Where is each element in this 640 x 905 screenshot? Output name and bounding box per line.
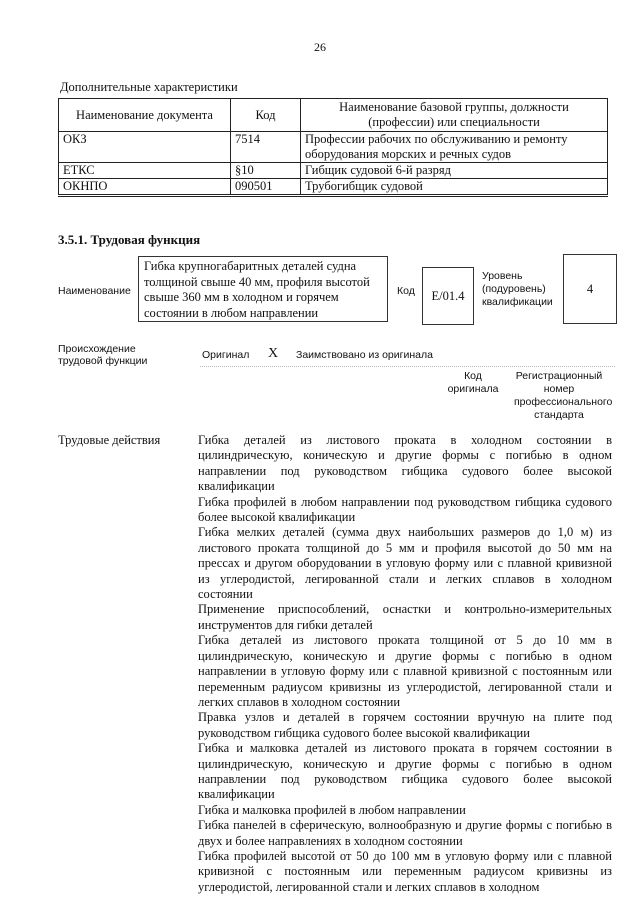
origin-label: Происхождение трудовой функции <box>58 343 148 367</box>
labor-function-name: Гибка крупногабаритных деталей судна толщиной свыше 40 мм, профиля высотой свыше 360 мм в холодном и горячем состоянии в любом направлении <box>138 256 388 322</box>
table-row <box>59 132 608 163</box>
list-item: Гибка мелких деталей (сумма двух наибольших размеров до 1,0 м) из листового проката толщиной до 5 мм и профиля высотой до 50 мм на прессах и другом оборудовании в угловую форму или с плавной кривизной из углеродистой, легированной стали и легких сплавов в холодном состоянии <box>198 525 612 602</box>
level-label: Уровень (подуровень) квалификации <box>482 270 553 308</box>
level-value: 4 <box>563 254 617 324</box>
cell-document: ОКЗ <box>59 132 231 163</box>
list-item: Применение приспособлений, оснастки и контрольно-измерительных инструментов для гибки деталей <box>198 602 612 632</box>
code-value: E/01.4 <box>422 267 474 325</box>
labor-actions-list <box>198 433 612 895</box>
section-title: 3.5.1. Трудовая функция <box>58 232 201 247</box>
list-item: Правка узлов и деталей в горячем состоянии вручную на плите под руководством гибщика судового более высокой квалификации <box>198 710 612 740</box>
list-item: Гибка профилей в любом направлении под руководством гибщика судового более высокой квалификации <box>198 494 612 525</box>
cell-document: ОКНПО <box>59 179 231 196</box>
table-row <box>59 163 608 179</box>
list-item: Гибка профилей высотой от 50 до 100 мм в угловую форму или с плавной кривизной с постоянным или переменным радиусом кривизны из углеродистой, легированной стали и легких сплавов в холодном <box>198 848 612 894</box>
cell-code: §10 <box>231 163 301 179</box>
page-number: 26 <box>314 40 326 54</box>
cell-group: Гибщик судовой 6-й разряд <box>301 163 608 179</box>
additional-characteristics-title: Дополнительные характеристики <box>60 80 238 94</box>
cell-code: 7514 <box>231 132 301 163</box>
list-item: Гибка деталей из листового проката толщиной от 5 до 10 мм в цилиндрическую, коническую и другие формы с погибью в одном направлении в угловую форму или с плавной кривизной с постоянным или переменным радиусом кривизны из углеродистой, легированной стали и легких сплавов в холодном состоянии <box>198 633 612 709</box>
labor-actions-label: Трудовые действия <box>58 433 161 447</box>
original-label: Оригинал <box>202 349 250 361</box>
list-item: Гибка и малковка деталей из листового проката в горячем состоянии в цилиндрическую, коническую и другие формы с погибью в одном направлении под руководством гибщика судового более высокой квалификации <box>198 741 612 802</box>
cell-group: Профессии рабочих по обслуживанию и ремонту оборудования морских и речных судов <box>301 132 608 163</box>
origin-row-divider <box>200 366 615 367</box>
borrowed-label: Заимствовано из оригинала <box>296 349 433 361</box>
name-label: Наименование <box>58 285 131 297</box>
original-mark: X <box>268 346 279 361</box>
code-original-label: Код оригинала <box>447 370 499 395</box>
list-item: Гибка деталей из листового проката в холодном состоянии в цилиндрическую, коническую и другие формы с погибью в одном направлении под руководством гибщика судового более высокой квалификации <box>198 433 612 494</box>
table-row <box>59 179 608 196</box>
cell-code: 090501 <box>231 179 301 196</box>
header-document: Наименование документа <box>59 99 231 132</box>
cell-document: ЕТКС <box>59 163 231 179</box>
additional-characteristics-table <box>58 98 608 197</box>
header-group: Наименование базовой группы, должности (профессии) или специальности <box>301 99 608 132</box>
header-code: Код <box>231 99 301 132</box>
cell-group: Трубогибщик судовой <box>301 179 608 196</box>
code-label: Код <box>397 285 415 297</box>
list-item: Гибка и малковка профилей в любом направлении <box>198 802 466 817</box>
reg-number-label: Регистрационный номер профессионального стандарта <box>514 370 613 421</box>
table-header-row <box>59 99 608 132</box>
list-item: Гибка панелей в сферическую, волнообразную и другие формы с погибью в двух и более направлениях в холодном состоянии <box>198 818 612 848</box>
